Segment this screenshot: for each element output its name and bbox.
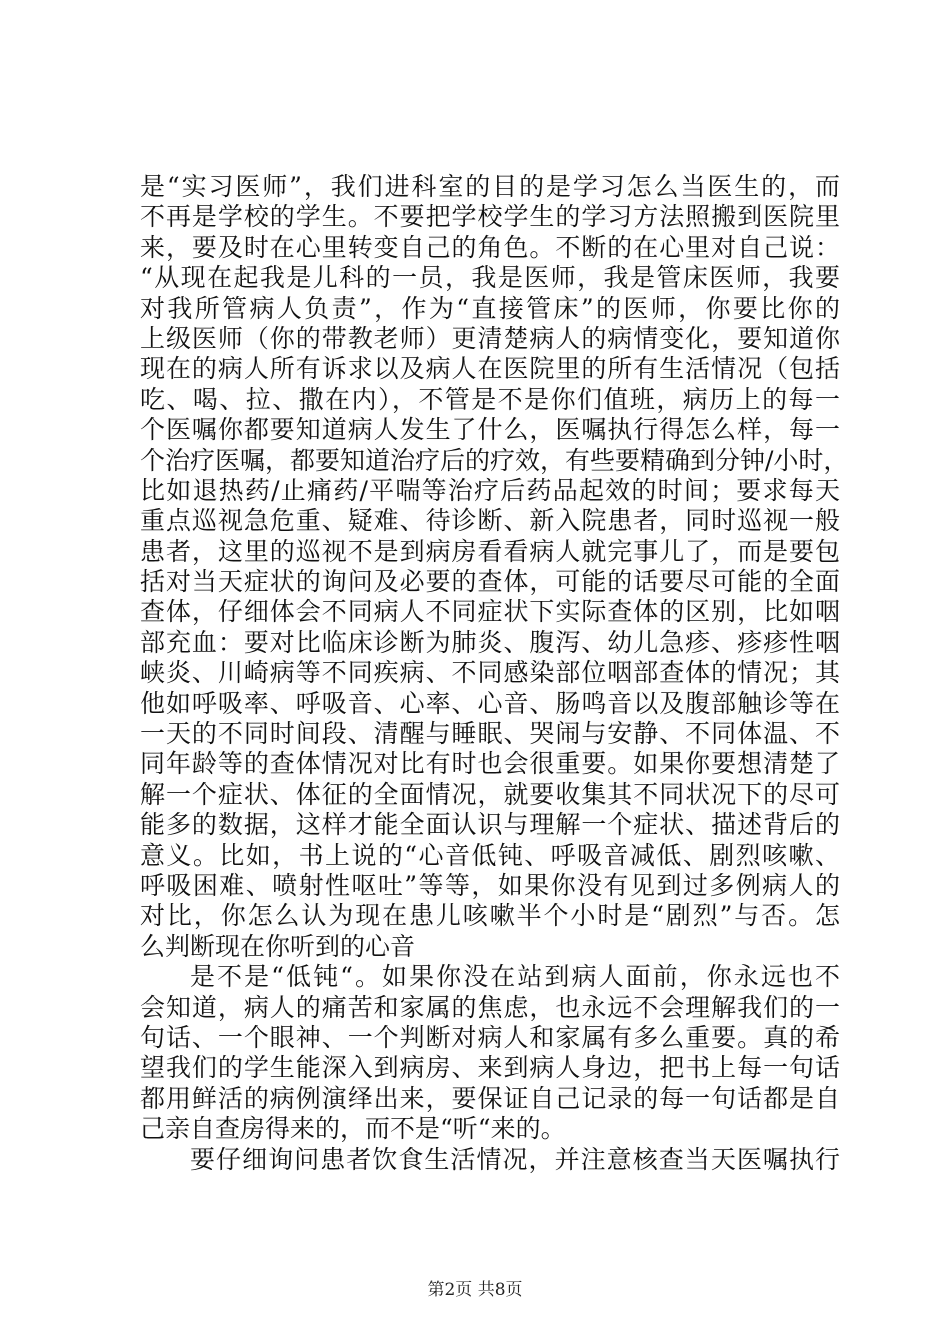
text-line: 部充血：要对比临床诊断为肺炎、腹泻、幼儿急疹、疹疹性咽 — [140, 627, 840, 657]
text-line: 呼吸困难、喷射性呕吐”等等，如果你没有见到过多例病人的 — [140, 870, 840, 900]
text-line: 是不是“低钝“。如果你没在站到病人面前，你永远也不 — [190, 962, 840, 992]
text-line: 括对当天症状的询问及必要的查体，可能的话要尽可能的全面 — [140, 567, 840, 597]
text-line: 吃、喝、拉、撒在内），不管是不是你们值班，病历上的每一 — [140, 384, 840, 414]
text-line: 比如退热药/止痛药/平喘等治疗后药品起效的时间；要求每天 — [140, 475, 840, 505]
text-line: 重点巡视急危重、疑难、待诊断、新入院患者，同时巡视一般 — [140, 506, 840, 536]
text-line: 上级医师（你的带教老师）更清楚病人的病情变化，要知道你 — [140, 323, 840, 353]
text-line: 对比，你怎么认为现在患儿咳嗽半个小时是“剧烈”与否。怎 — [140, 901, 840, 931]
text-line: 来，要及时在心里转变自己的角色。不断的在心里对自己说： — [140, 232, 840, 262]
text-line: 峡炎、川崎病等不同疾病、不同感染部位咽部查体的情况；其 — [140, 658, 840, 688]
text-line: 己亲自查房得来的，而不是“听“来的。 — [140, 1114, 566, 1144]
text-line: 解一个症状、体征的全面情况，就要收集其不同状况下的尽可 — [140, 779, 840, 809]
text-line: 都用鲜活的病例演绎出来，要保证自己记录的每一句话都是自 — [140, 1083, 840, 1113]
page-footer — [0, 1275, 950, 1300]
text-line: “从现在起我是儿科的一员，我是医师，我是管床医师，我要 — [140, 263, 840, 293]
text-line: 个医嘱你都要知道病人发生了什么，医嘱执行得怎么样，每一 — [140, 415, 840, 445]
text-line: 不再是学校的学生。不要把学校学生的学习方法照搬到医院里 — [140, 202, 840, 232]
text-line: 他如呼吸率、呼吸音、心率、心音、肠鸣音以及腹部触诊等在 — [140, 688, 840, 718]
text-line: 患者，这里的巡视不是到病房看看病人就完事儿了，而是要包 — [140, 536, 840, 566]
text-line: 么判断现在你听到的心音 — [140, 931, 416, 961]
body-text — [140, 172, 849, 1175]
text-line: 一天的不同时间段、清醒与睡眠、哭闹与安静、不同体温、不 — [140, 719, 840, 749]
text-line: 意义。比如，书上说的“心音低钝、呼吸音减低、剧烈咳嗽、 — [140, 840, 840, 870]
text-line: 是“实习医师”，我们进科室的目的是学习怎么当医生的，而 — [140, 172, 840, 201]
page-number: 第2页 共8页 — [427, 1280, 523, 1300]
text-line: 查体，仔细体会不同病人不同症状下实际查体的区别，比如咽 — [140, 597, 840, 627]
text-line: 现在的病人所有诉求以及病人在医院里的所有生活情况（包括 — [140, 354, 840, 384]
text-line: 句话、一个眼神、一个判断对病人和家属有多么重要。真的希 — [140, 1022, 840, 1052]
text-line: 要仔细询问患者饮食生活情况，并注意核查当天医嘱执行 — [190, 1144, 840, 1174]
text-line: 对我所管病人负责”，作为“直接管床”的医师，你要比你的 — [140, 293, 840, 323]
text-line: 能多的数据，这样才能全面认识与理解一个症状、描述背后的 — [140, 810, 840, 840]
text-line: 个治疗医嘱，都要知道治疗后的疗效，有些要精确到分钟/小时， — [140, 445, 849, 475]
text-line: 同年龄等的查体情况对比有时也会很重要。如果你要想清楚了 — [140, 749, 840, 779]
text-line: 会知道，病人的痛苦和家属的焦虑，也永远不会理解我们的一 — [140, 992, 840, 1022]
text-line: 望我们的学生能深入到病房、来到病人身边，把书上每一句话 — [140, 1053, 840, 1083]
